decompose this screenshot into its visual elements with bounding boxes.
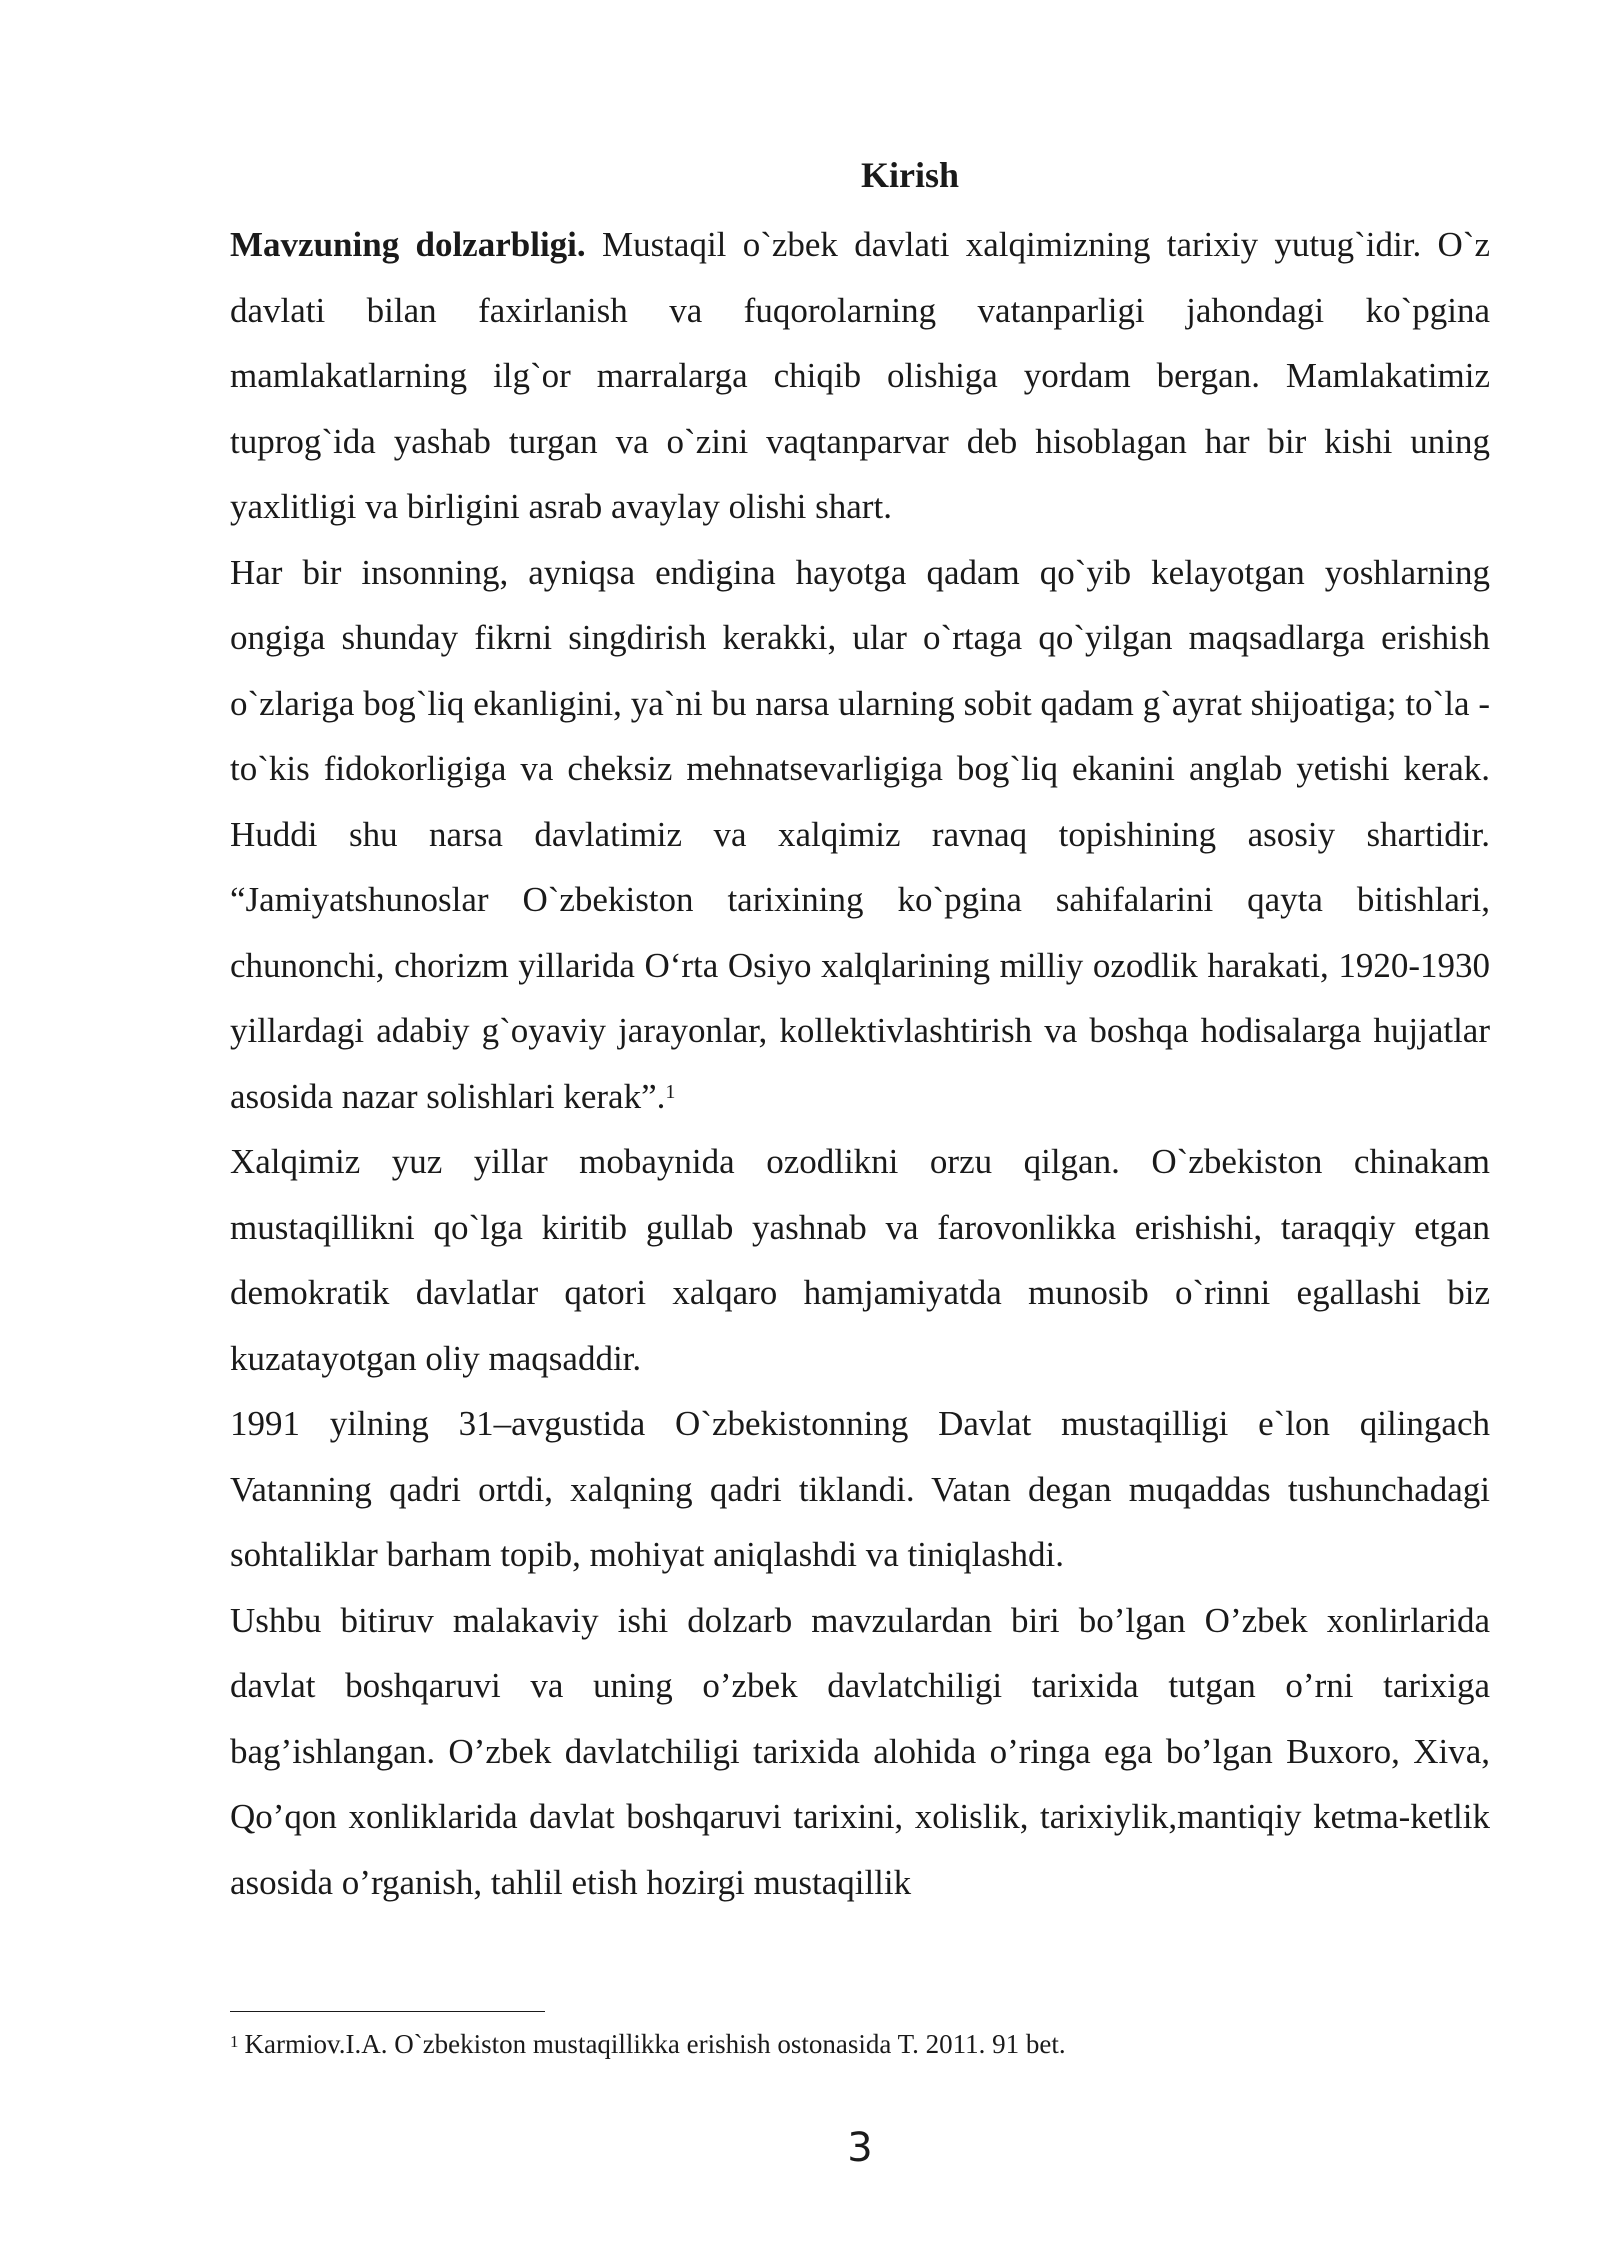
footnote xyxy=(230,2026,1490,2062)
footnote-marker: 1 xyxy=(230,2032,239,2051)
paragraph-text: 1991 yilning 31–avgustida O`zbekistonning Davlat mustaqilligi e`lon qilingach Vatanning qadri ortdi, xalqning qadri tiklandi. Vatan degan muqaddas tushunchadagi sohtaliklar barham topib, mohiyat aniqlashdi va tiniqlashdi. xyxy=(230,1404,1490,1574)
document-page xyxy=(230,150,1490,1915)
footnote-text: Karmiov.I.A. O`zbekiston mustaqillikka erishish ostonasida T. 2011. 91 bet. xyxy=(244,2029,1066,2059)
paragraph-text: Har bir insonning, ayniqsa endigina hayotga qadam qo`yib kelayotgan yoshlarning ongiga shunday fikrni singdirish kerakki, ular o`rtaga qo`yilgan maqsadlarga erishish o`zlariga bog`liq ekanligini, ya`ni bu narsa ularning sobit qadam g`ayrat shijoatiga; to`la -to`kis fidokorligiga va cheksiz mehnatsevarligiga bog`liq ekanini anglab yetishi kerak. Huddi shu narsa davlatimiz va xalqimiz ravnaq topishining asosiy shartidir. “Jamiyatshunoslar O`zbekiston tarixining ko`pgina sahifalarini qayta bitishlari, chunonchi, chorizm yillarida O‘rta Osiyo xalqlarining milliy ozodlik harakati, 1920-1930 yillardagi adabiy g`oyaviy jarayonlar, kollektivlashtirish va boshqa hodisalarga hujjatlar asosida nazar solishlari kerak”. xyxy=(230,552,1490,1116)
paragraph-2 xyxy=(230,540,1490,1130)
paragraph-1 xyxy=(230,212,1490,540)
footnote-separator xyxy=(230,2011,545,2012)
paragraph-text: Mustaqil o`zbek davlati xalqimizning tarixiy yutug`idir. O`z davlati bilan faxirlanish va fuqorolarning vatanparligi jahondagi ko`pgina mamlakatlarning ilg`or marralarga chiqib olishiga yordam bergan. Mamlakatimiz tuprog`ida yashab turgan va o`zini vaqtanparvar deb hisoblagan har bir kishi uning yaxlitligi va birligini asrab avaylay olishi shart. xyxy=(230,225,1490,526)
page-number: 3 xyxy=(847,2125,873,2171)
paragraph-3 xyxy=(230,1129,1490,1391)
section-title: Kirish xyxy=(860,155,959,195)
paragraph-4 xyxy=(230,1391,1490,1588)
paragraph-5 xyxy=(230,1588,1490,1916)
paragraph-lead: Mavzuning dolzarbligi. xyxy=(230,225,586,264)
paragraph-text: Xalqimiz yuz yillar mobaynida ozodlikni orzu qilgan. O`zbekiston chinakam mustaqillikni qo`lga kiritib gullab yashnab va farovonlikka erishishi, taraqqiy etgan demokratik davlatlar qatori xalqaro hamjamiyatda munosib o`rinni egallashi biz kuzatayotgan oliy maqsaddir. xyxy=(230,1142,1490,1378)
footnote-reference[interactable]: 1 xyxy=(665,1080,676,1103)
paragraph-text: Ushbu bitiruv malakaviy ishi dolzarb mavzulardan biri bo’lgan O’zbek xonlirlarida davlat boshqaruvi va uning o’zbek davlatchiligi tarixida tutgan o’rni tarixiga bag’ishlangan. O’zbek davlatchiligi tarixida alohida o’ringa ega bo’lgan Buxoro, Xiva, Qo’qon xonliklarida davlat boshqaruvi tarixini, xolislik, tarixiylik,mantiqiy ketma-ketlik asosida o’rganish, tahlil etish hozirgi mustaqillik xyxy=(230,1600,1490,1902)
